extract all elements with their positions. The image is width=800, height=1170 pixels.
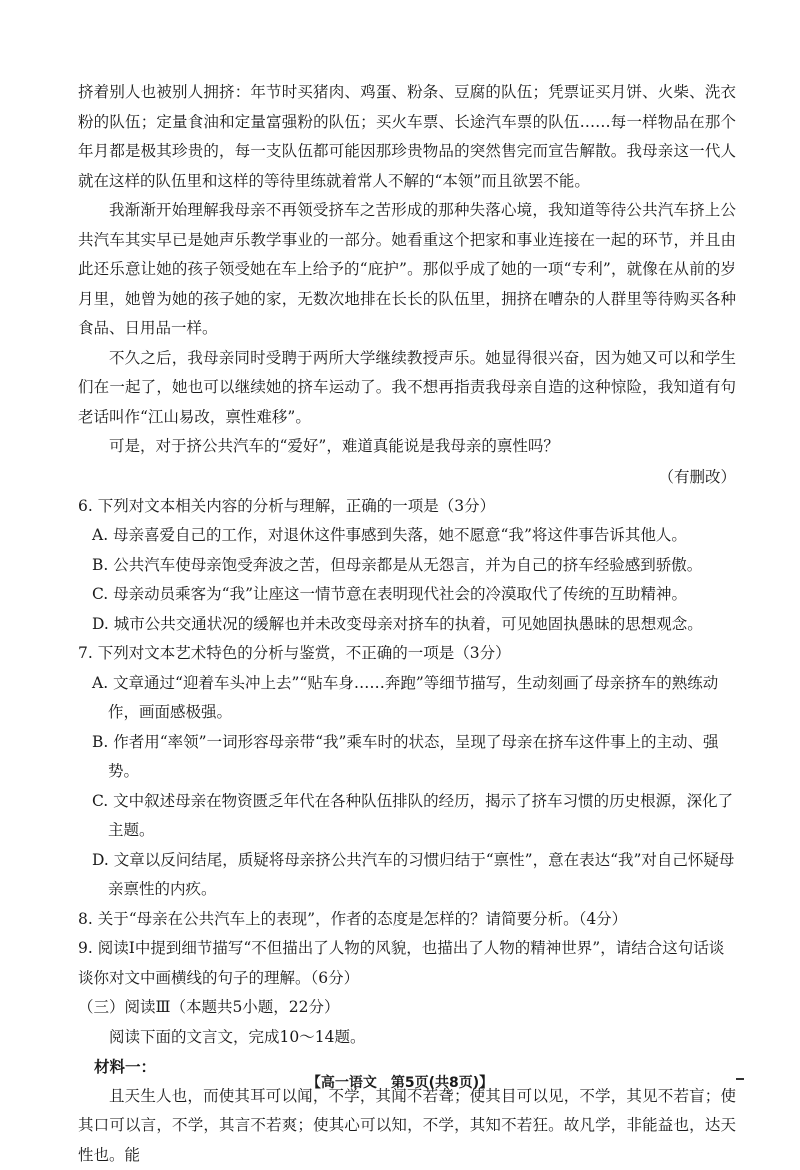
material-text: 且天生人也，而使其耳可以闻，不学，其闻不若聋；使其目可以见，不学，其见不若盲；使其口可以言，不学，其言不若爽；使其心可以知，不学，其知不若狂。故凡学，非能益也，达天性也。能: [78, 1082, 736, 1170]
question-7: [78, 639, 736, 905]
option-d: D. 文章以反问结尾，质疑将母亲挤公共汽车的习惯归结于“禀性”，意在表达“我”对自己怀疑母亲禀性的内疚。: [78, 846, 736, 905]
reading-paragraph-2: 我渐渐开始理解我母亲不再领受挤车之苦形成的那种失落心境，我知道等待公共汽车挤上公共汽车其实早已是她声乐教学事业的一部分。她看重这个把家和事业连接在一起的环节，并且由此还乐意让她的孩子领受她在车上给予的“庇护”。那似乎成了她的一项“专利”，就像在从前的岁月里，她曾为她的孩子她的家，无数次地排在长长的队伍里，拥挤在嘈杂的人群里等待购买各种食品、日用品一样。: [78, 196, 736, 344]
material-label: 材料一：: [78, 1052, 736, 1082]
option-a: A. 文章通过“迎着车头冲上去”“贴车身……奔跑”等细节描写，生动刻画了母亲挤车的熟练动作，画面感极强。: [78, 669, 736, 728]
section-header: （三）阅读Ⅲ（本题共5小题，22分）: [78, 993, 736, 1023]
question-9: 9. 阅读Ⅰ中提到细节描写“不但描出了人物的风貌，也描出了人物的精神世界”，请结合这句话谈谈你对文中画横线的句子的理解。（6分）: [78, 934, 736, 993]
question-6: [78, 492, 736, 640]
question-stem: 6. 下列对文本相关内容的分析与理解，正确的一项是（3分）: [78, 492, 736, 522]
corner-mark: [736, 1078, 744, 1080]
option-b: B. 公共汽车使母亲饱受奔波之苦，但母亲都是从无怨言，并为自己的挤车经验感到骄傲。: [78, 551, 736, 581]
section-instruction: 阅读下面的文言文，完成10～14题。: [78, 1023, 736, 1053]
question-8: 8. 关于“母亲在公共汽车上的表现”，作者的态度是怎样的？请简要分析。（4分）: [78, 905, 736, 935]
reading-paragraph-1: 挤着别人也被别人拥挤：年节时买猪肉、鸡蛋、粉条、豆腐的队伍；凭票证买月饼、火柴、洗衣粉的队伍；定量食油和定量富强粉的队伍；买火车票、长途汽车票的队伍……每一样物品在那个年月都是极其珍贵的，每一支队伍都可能因那珍贵物品的突然售完而宣告解散。我母亲这一代人就在这样的队伍里和这样的等待里练就着常人不解的“本领”而且欲罢不能。: [78, 78, 736, 196]
option-b: B. 作者用“率领”一词形容母亲带“我”乘车时的状态，呈现了母亲在挤车这件事上的主动、强势。: [78, 728, 736, 787]
page-footer: 【高一语文 第5页(共8页)】: [0, 1072, 800, 1092]
source-note: （有删改）: [78, 462, 736, 492]
option-d: D. 城市公共交通状况的缓解也并未改变母亲对挤车的执着，可见她固执愚昧的思想观念。: [78, 610, 736, 640]
question-stem: 7. 下列对文本艺术特色的分析与鉴赏，不正确的一项是（3分）: [78, 639, 736, 669]
option-a: A. 母亲喜爱自己的工作，对退休这件事感到失落，她不愿意“我”将这件事告诉其他人。: [78, 521, 736, 551]
option-c: C. 文中叙述母亲在物资匮乏年代在各种队伍排队的经历，揭示了挤车习惯的历史根源，深化了主题。: [78, 787, 736, 846]
reading-paragraph-4: 可是，对于挤公共汽车的“爱好”，难道真能说是我母亲的禀性吗？: [78, 432, 736, 462]
reading-paragraph-3: 不久之后，我母亲同时受聘于两所大学继续教授声乐。她显得很兴奋，因为她又可以和学生们在一起了，她也可以继续她的挤车运动了。我不想再指责我母亲自造的这种惊险，我知道有句老话叫作“江山易改，禀性难移”。: [78, 344, 736, 433]
option-c: C. 母亲动员乘客为“我”让座这一情节意在表明现代社会的冷漠取代了传统的互助精神。: [78, 580, 736, 610]
